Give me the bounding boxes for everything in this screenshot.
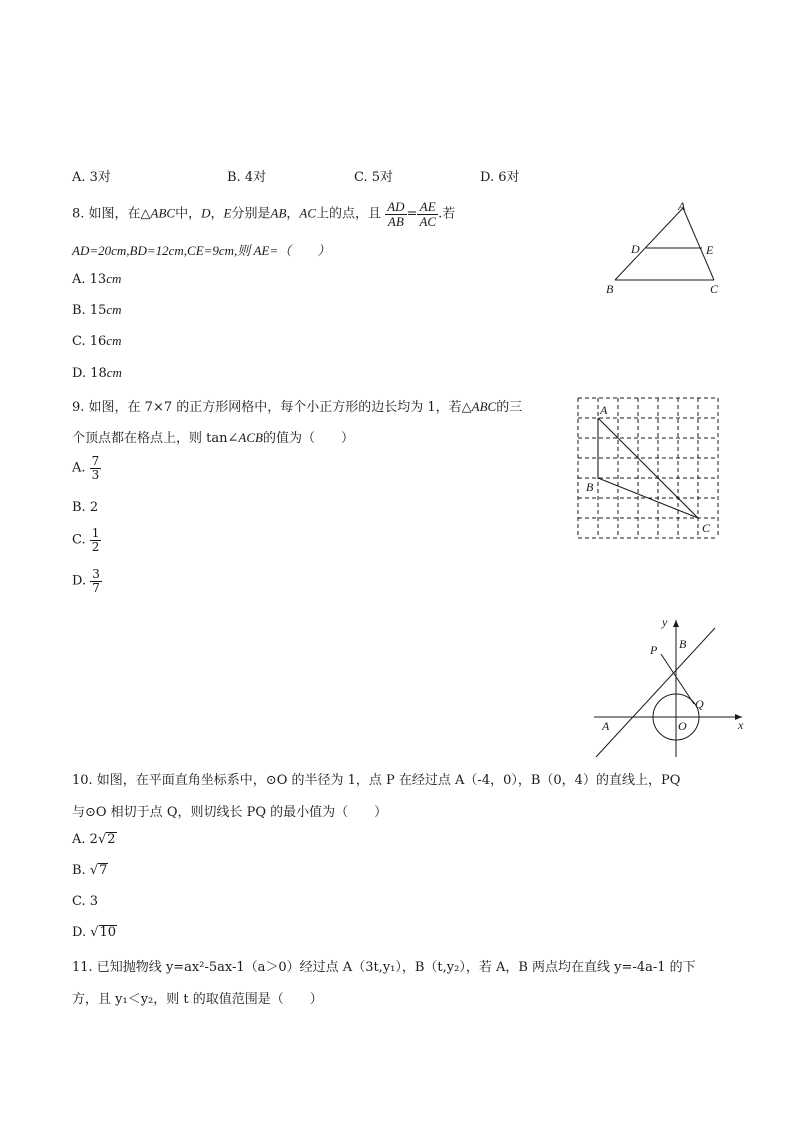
q10-option-a: A. 2√2 <box>72 832 116 847</box>
label-c: C <box>710 282 719 296</box>
label-p: P <box>650 643 658 657</box>
q9-grid-figure <box>574 394 724 544</box>
q7-option-c: C. 5对 <box>354 170 394 185</box>
q9-option-c: C. $\frac{1}{2}$ <box>72 526 100 554</box>
fraction-ad-ab: $\frac{AD}{AB}$ <box>387 199 405 229</box>
side-ab <box>615 208 683 280</box>
q9-option-a: A. $\frac{7}{3}$ <box>72 454 100 482</box>
q8-triangle-figure <box>600 198 730 298</box>
label-q: Q <box>695 697 704 711</box>
label-e: E <box>706 243 714 257</box>
q9-stem-line1: 9. 如图，在 7×7 的正方形网格中，每个小正方形的边长均为 1，若△ABC的三 <box>72 399 523 415</box>
q8-option-c: C. 16cm <box>72 333 122 349</box>
q8-option-b: B. 15cm <box>72 302 122 318</box>
y-axis-arrow <box>673 620 679 627</box>
q9-option-d: D. $\frac{3}{7}$ <box>72 567 100 595</box>
label-b: B <box>679 637 687 651</box>
q11-stem-line2: 方，且 y₁＜y₂，则 t 的取值范围是（ ） <box>72 992 323 1007</box>
label-a: A <box>678 199 686 213</box>
q7-option-d: D. 6对 <box>480 170 520 185</box>
label-b: B <box>586 480 594 494</box>
label-a: A <box>602 719 610 733</box>
q10-stem-line1: 10. 如图，在平面直角坐标系中，⊙O 的半径为 1，点 P 在经过点 A（-4，0），B（0，4）的直线上，PQ <box>72 773 681 788</box>
q9-option-b: B. 2 <box>72 500 99 515</box>
q8-stem: 8. 如图，在△ABC中，D，E分别是AB，AC上的点，且 $\frac{AD}{AB}$ = $\frac{AE}{AC}$ .若 <box>72 199 456 229</box>
label-d: D <box>631 242 640 256</box>
q8-option-d: D. 18cm <box>72 365 122 381</box>
q7-option-b: B. 4对 <box>227 170 267 185</box>
label-x: x <box>738 718 744 732</box>
q10-stem-line2: 与⊙O 相切于点 Q，则切线长 PQ 的最小值为（ ） <box>72 805 388 820</box>
label-c: C <box>702 521 711 535</box>
label-b: B <box>606 282 614 296</box>
q9-stem-line2: 个顶点都在格点上，则 tan∠ACB的值为（ ） <box>72 430 354 446</box>
q10-coordinate-figure <box>590 612 750 762</box>
q11-stem-line1: 11. 已知抛物线 y=ax²-5ax-1（a＞0）经过点 A（3t,y₁），B（t,y₂），若 A，B 两点均在直线 y=-4a-1 的下 <box>72 960 696 975</box>
q10-option-d: D. √10 <box>72 925 117 940</box>
q10-option-c: C. 3 <box>72 894 99 909</box>
q10-option-b: B. √7 <box>72 863 108 878</box>
triangle-abc <box>598 418 698 518</box>
q8-option-a: A. 13cm <box>72 271 122 287</box>
label-y: y <box>662 615 668 629</box>
label-a: A <box>600 403 608 417</box>
q7-option-a: A. 3对 <box>72 170 111 185</box>
label-o: O <box>678 719 687 733</box>
fraction-ae-ac: $\frac{AE}{AC}$ <box>419 199 437 229</box>
q8-given: AD=20cm,BD=12cm,CE=9cm,则 AE=（ ） <box>72 243 331 258</box>
